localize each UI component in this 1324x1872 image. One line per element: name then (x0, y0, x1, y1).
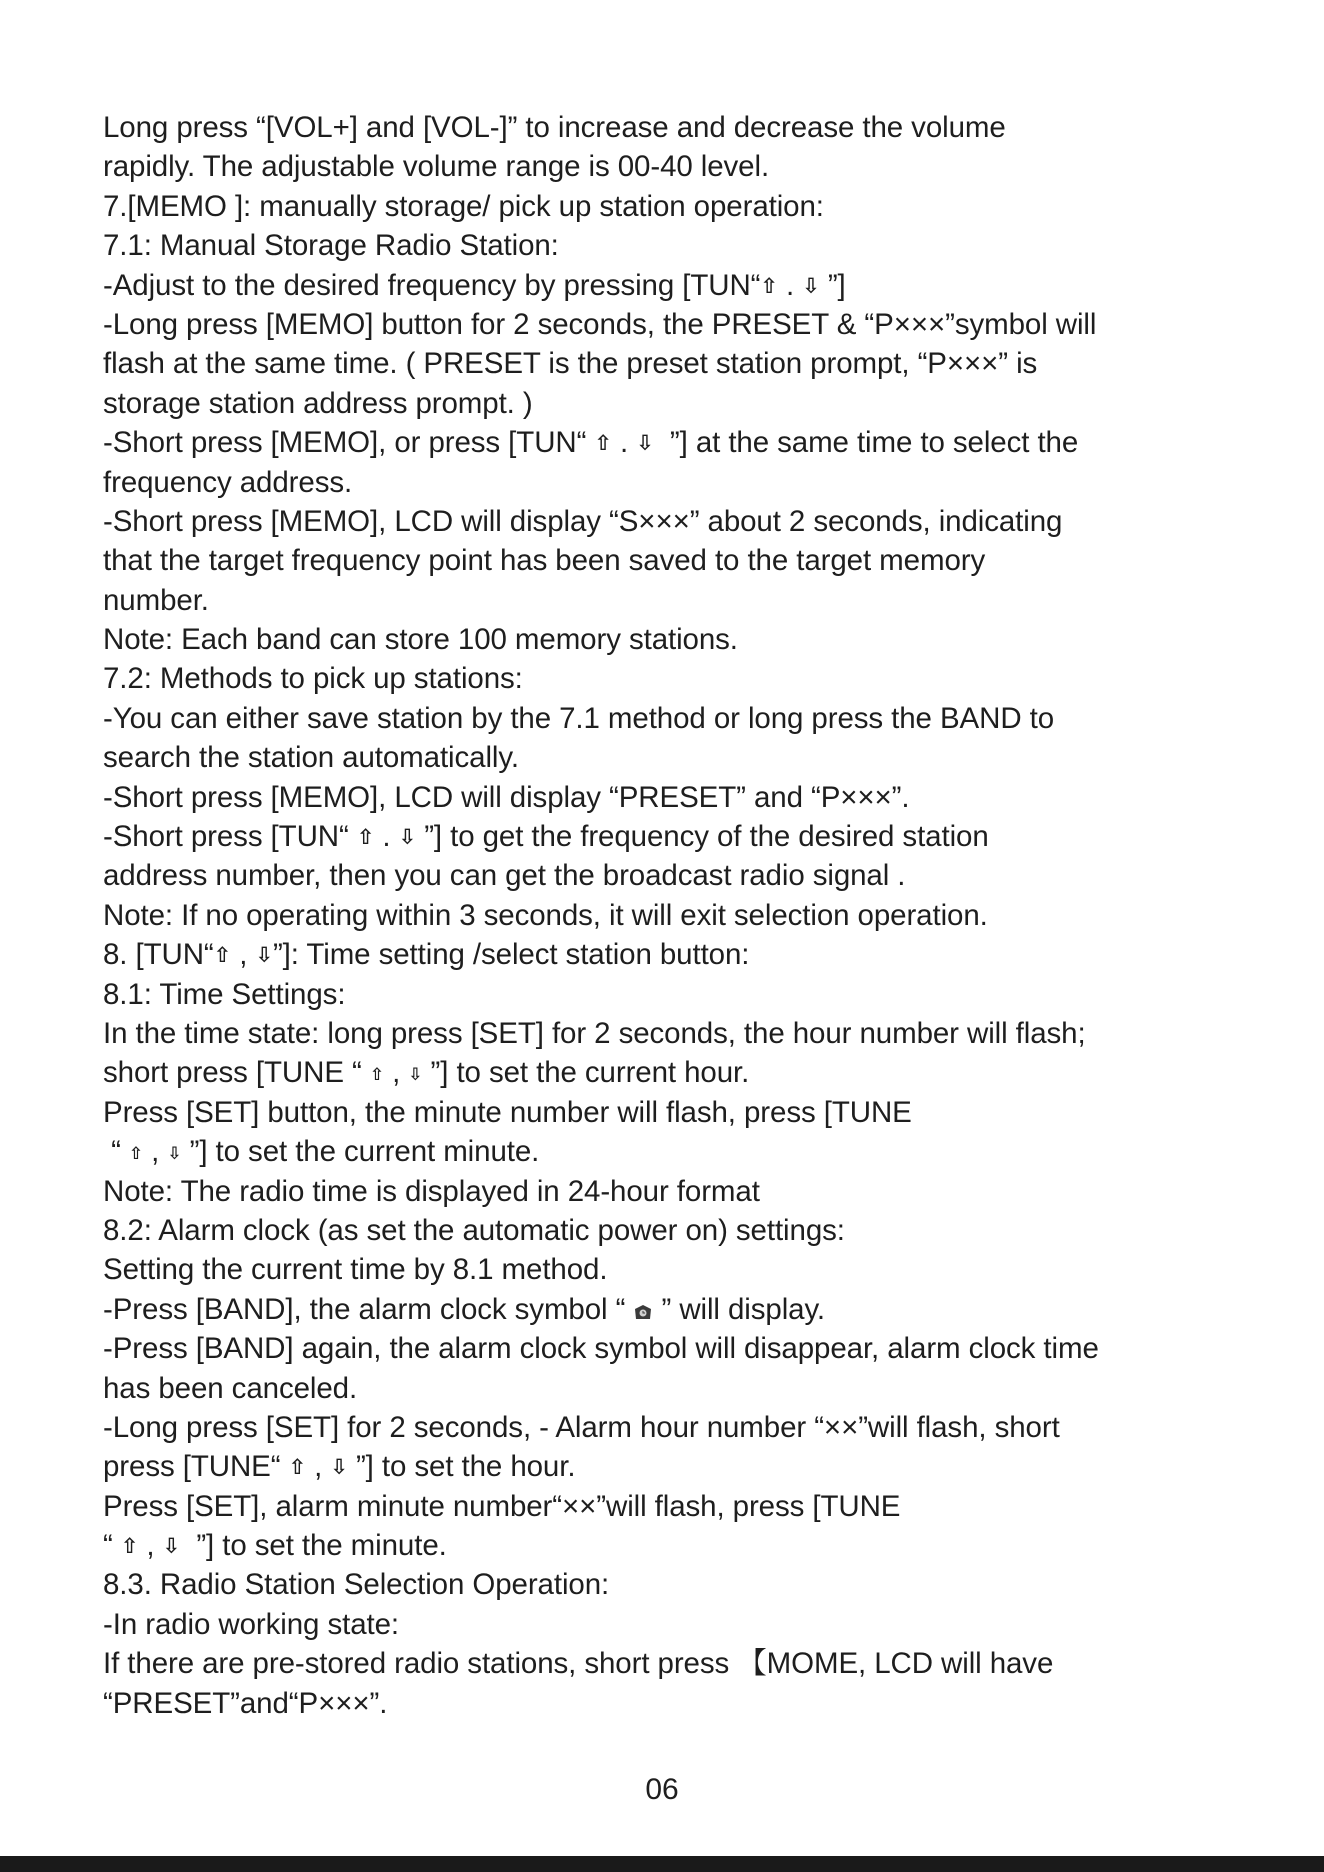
up-arrow-icon: ⇧ (288, 1456, 307, 1480)
text-segment: “ (103, 1529, 121, 1563)
text-line (103, 1408, 1303, 1447)
text-line (103, 817, 1303, 856)
text-segment: Setting the current time by 8.1 method. (103, 1253, 608, 1287)
text-segment: rapidly. The adjustable volume range is 00-40 level. (103, 150, 770, 184)
text-line (103, 1565, 1303, 1604)
text-line (103, 1211, 1303, 1250)
text-line (103, 620, 1303, 659)
text-segment: -In radio working state: (103, 1607, 400, 1641)
up-arrow-icon: ⇧ (369, 1065, 384, 1085)
text-line (103, 856, 1303, 895)
up-arrow-icon: ⇧ (120, 1535, 139, 1559)
text-line (103, 266, 1303, 305)
text-line (103, 1644, 1303, 1683)
down-arrow-icon: ⇩ (408, 1065, 423, 1085)
text-segment: . (374, 820, 399, 854)
text-segment: In the time state: long press [SET] for 2 seconds, the hour number will flash; (103, 1016, 1086, 1050)
text-line (103, 1250, 1303, 1289)
text-line (103, 1684, 1303, 1723)
down-arrow-icon: ⇩ (398, 826, 417, 850)
text-segment: -Short press [MEMO], LCD will display “PRESET” and “P×××”. (103, 780, 910, 814)
text-segment: ”] to set the minute. (180, 1529, 447, 1563)
text-line (103, 1132, 1303, 1171)
text-segment: , (143, 1135, 168, 1169)
text-line (103, 226, 1303, 265)
text-line (103, 896, 1303, 935)
text-segment: , (383, 1056, 409, 1090)
down-arrow-icon: ⇩ (255, 944, 273, 968)
text-segment: short press [TUNE “ (103, 1056, 370, 1090)
text-line (103, 1369, 1303, 1408)
text-segment: -Press [BAND], the alarm clock symbol “ (103, 1292, 634, 1326)
text-segment: -Long press [MEMO] button for 2 seconds, the PRESET & “P×××”symbol will (103, 307, 1097, 341)
text-line (103, 423, 1303, 462)
text-segment: Note: Each band can store 100 memory stations. (103, 623, 738, 657)
text-line (103, 975, 1303, 1014)
text-segment: press [TUNE“ (103, 1450, 289, 1484)
alarm-clock-icon (633, 1304, 653, 1320)
text-line (103, 1172, 1303, 1211)
text-segment: 8.3. Radio Station Selection Operation: (103, 1568, 610, 1602)
text-segment: has been canceled. (103, 1371, 358, 1405)
text-segment: , (138, 1529, 163, 1563)
text-segment: 8.2: Alarm clock (as set the automatic power on) settings: (103, 1213, 845, 1247)
text-segment: “ (103, 1135, 129, 1169)
text-line (103, 659, 1303, 698)
text-line (103, 502, 1303, 541)
text-segment: ”]: Time setting /select station button: (272, 938, 750, 972)
text-segment: number. (103, 583, 209, 617)
text-segment: -You can either save station by the 7.1 method or long press the BAND to (103, 701, 1055, 735)
text-line (103, 541, 1303, 580)
text-segment: ”] to set the hour. (347, 1450, 576, 1484)
text-segment: -Short press [TUN“ (103, 820, 357, 854)
text-segment: 8.1: Time Settings: (103, 977, 346, 1011)
text-line (103, 1447, 1303, 1486)
text-line (103, 699, 1303, 738)
text-segment: -Adjust to the desired frequency by pressing [TUN“ (103, 268, 761, 302)
text-segment: ”] at the same time to select the (653, 426, 1079, 460)
manual-page-body (103, 108, 1303, 1723)
text-segment: 8. [TUN“ (103, 938, 214, 972)
text-line (103, 187, 1303, 226)
down-arrow-icon: ⇩ (330, 1456, 348, 1480)
bottom-rule (0, 1856, 1324, 1872)
text-line (103, 463, 1303, 502)
text-segment: Note: If no operating within 3 seconds, it will exit selection operation. (103, 898, 988, 932)
up-arrow-icon: ⇧ (128, 1144, 144, 1164)
text-segment: ”] to set the current minute. (181, 1135, 540, 1169)
text-segment: ”] (819, 268, 846, 302)
text-segment: . (777, 268, 803, 302)
text-line (103, 384, 1303, 423)
text-segment: “PRESET”and“P×××”. (103, 1686, 388, 1720)
down-arrow-icon: ⇩ (636, 432, 654, 456)
text-segment: . (611, 426, 637, 460)
text-segment: Note: The radio time is displayed in 24-hour format (103, 1174, 760, 1208)
text-line (103, 344, 1303, 383)
text-line (103, 1093, 1303, 1132)
text-segment: storage station address prompt. ) (103, 386, 533, 420)
down-arrow-icon: ⇩ (167, 1144, 182, 1164)
text-line (103, 738, 1303, 777)
text-segment: -Press [BAND] again, the alarm clock symbol will disappear, alarm clock time (103, 1332, 1099, 1366)
text-segment: -Short press [MEMO], or press [TUN“ (103, 426, 595, 460)
text-segment: Long press “[VOL+] and [VOL-]” to increase and decrease the volume (103, 111, 1006, 144)
text-line (103, 305, 1303, 344)
up-arrow-icon: ⇧ (213, 944, 232, 968)
text-line (103, 1526, 1303, 1565)
text-segment: -Long press [SET] for 2 seconds, - Alarm hour number “××”will flash, short (103, 1410, 1060, 1444)
down-arrow-icon: ⇩ (802, 274, 820, 298)
text-segment: If there are pre-stored radio stations, short press 【MOME, LCD will have (103, 1647, 1054, 1681)
text-line (103, 1487, 1303, 1526)
text-segment: flash at the same time. ( PRESET is the preset station prompt, “P×××” is (103, 347, 1038, 381)
text-segment: ”] to get the frequency of the desired station (416, 820, 989, 854)
text-segment: 7.2: Methods to pick up stations: (103, 662, 523, 696)
text-line (103, 1329, 1303, 1368)
text-segment: , (306, 1450, 331, 1484)
text-segment: frequency address. (103, 465, 353, 499)
text-segment: 7.1: Manual Storage Radio Station: (103, 229, 559, 263)
text-line (103, 108, 1303, 147)
text-line (103, 935, 1303, 974)
text-line (103, 1053, 1303, 1092)
page-number: 06 (645, 1773, 679, 1806)
text-line (103, 1290, 1303, 1329)
up-arrow-icon: ⇧ (356, 826, 375, 850)
text-segment: , (231, 938, 256, 972)
text-segment: address number, then you can get the broadcast radio signal . (103, 859, 906, 893)
text-line (103, 778, 1303, 817)
text-line (103, 581, 1303, 620)
text-line (103, 1014, 1303, 1053)
text-segment: -Short press [MEMO], LCD will display “S×××” about 2 seconds, indicating (103, 504, 1063, 538)
up-arrow-icon: ⇧ (594, 432, 612, 456)
down-arrow-icon: ⇩ (162, 1535, 181, 1559)
text-segment: search the station automatically. (103, 741, 519, 775)
text-segment: ” will display. (653, 1292, 826, 1326)
text-line (103, 1605, 1303, 1644)
text-segment: Press [SET] button, the minute number will flash, press [TUNE (103, 1095, 912, 1129)
text-segment: 7.[MEMO ]: manually storage/ pick up station operation: (103, 189, 824, 223)
text-segment: that the target frequency point has been saved to the target memory (103, 544, 986, 578)
text-line (103, 147, 1303, 186)
up-arrow-icon: ⇧ (760, 274, 778, 298)
text-segment: ”] to set the current hour. (422, 1056, 750, 1090)
text-segment: Press [SET], alarm minute number“××”will flash, press [TUNE (103, 1489, 901, 1523)
